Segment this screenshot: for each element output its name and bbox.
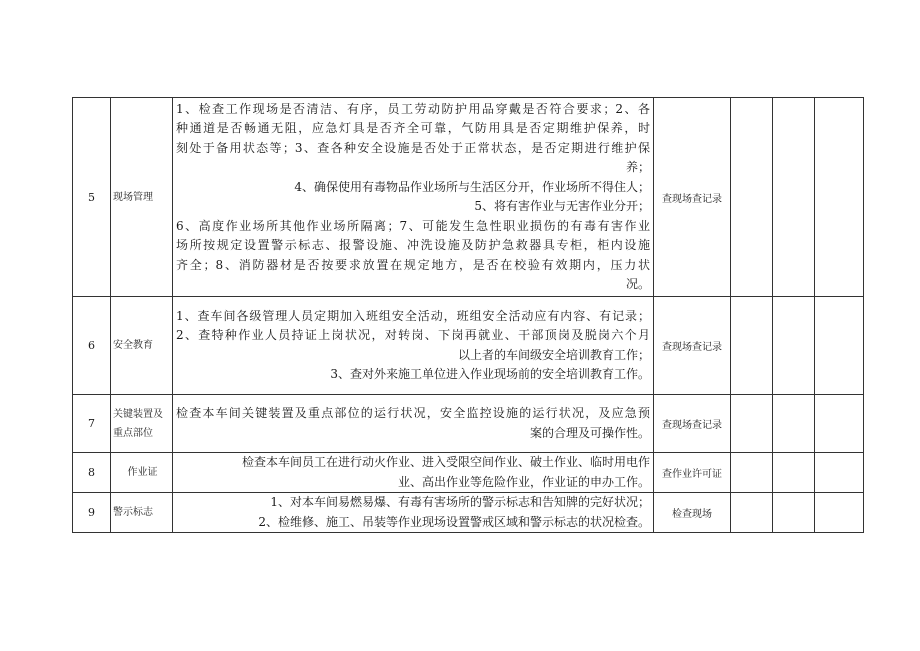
table-row xyxy=(73,453,864,493)
inspection-method: 查现场查记录 xyxy=(654,98,731,297)
content-line: 以上者的车间级安全培训教育工作； xyxy=(457,347,650,362)
inspection-method: 查作业许可证 xyxy=(654,453,731,493)
table-row xyxy=(73,297,864,395)
content-line: 2、检维修、施工、吊装等作业现场设置警戒区域和警示标志的状况检查。 xyxy=(258,514,650,529)
inspection-content xyxy=(173,297,654,395)
content-line: 刻处于备用状态等；3、查各种安全设施是否处于正常状态，是否定期进行维护保 xyxy=(176,140,650,155)
content-line: 1、检查工作现场是否清洁、有序，员工劳动防护用品穿戴是否符合要求；2、各 xyxy=(176,101,650,116)
content-line: 案的合理及可操作性。 xyxy=(529,425,650,440)
row-number: 8 xyxy=(73,453,111,493)
blank-cell xyxy=(731,453,773,493)
content-line: 2、查特种作业人员持证上岗状况，对转岗、下岗再就业、干部顶岗及脱岗六个月 xyxy=(176,328,650,342)
blank-cell xyxy=(815,493,864,533)
blank-cell xyxy=(815,297,864,395)
content-line: 4、确保使用有毒物品作业场所与生活区分开，作业场所不得住人； xyxy=(294,179,650,194)
blank-cell xyxy=(773,98,815,297)
row-number: 7 xyxy=(73,395,111,453)
content-line: 检查本车间员工在进行动火作业、进入受限空间作业、破土作业、临时用电作 xyxy=(241,455,650,469)
blank-cell xyxy=(773,297,815,395)
content-line: 养； xyxy=(625,160,650,174)
blank-cell xyxy=(731,395,773,453)
inspection-content xyxy=(173,395,654,453)
inspection-method: 查现场查记录 xyxy=(654,297,731,395)
blank-cell xyxy=(815,453,864,493)
inspection-content xyxy=(173,493,654,533)
blank-cell xyxy=(773,453,815,493)
content-line: 检查本车间关键装置及重点部位的运行状况，安全监控设施的运行状况，及应急预 xyxy=(176,406,650,420)
content-line: 况。 xyxy=(625,277,650,291)
row-number: 5 xyxy=(73,98,111,297)
row-number: 9 xyxy=(73,493,111,533)
content-line: 种通道是否畅通无阻，应急灯具是否齐全可靠，气防用具是否定期维护保养，时 xyxy=(176,121,650,135)
inspection-item: 现场管理 xyxy=(111,98,173,297)
inspection-item: 警示标志 xyxy=(111,493,173,533)
blank-cell xyxy=(773,395,815,453)
content-line: 1、查车间各级管理人员定期加入班组安全活动，班组安全活动应有内容、有记录； xyxy=(176,308,650,323)
row-number: 6 xyxy=(73,297,111,395)
blank-cell xyxy=(815,395,864,453)
inspection-method: 查现场查记录 xyxy=(654,395,731,453)
table-row xyxy=(73,493,864,533)
blank-cell xyxy=(731,493,773,533)
blank-cell xyxy=(773,493,815,533)
inspection-item: 作业证 xyxy=(111,453,173,493)
inspection-method: 检查现场 xyxy=(654,493,731,533)
inspection-item: 关键装置及重点部位 xyxy=(111,395,173,453)
inspection-content xyxy=(173,98,654,297)
content-line: 5、将有害作业与无害作业分开； xyxy=(474,199,650,213)
blank-cell xyxy=(731,297,773,395)
content-line: 业、高出作业等危险作业，作业证的申办工作。 xyxy=(397,474,650,489)
blank-cell xyxy=(815,98,864,297)
content-line: 场所按规定设置警示标志、报警设施、冲洗设施及防护急救器具专柜，柜内设施 xyxy=(176,238,650,252)
content-line: 3、查对外来施工单位进入作业现场前的安全培训教育工作。 xyxy=(330,367,650,381)
blank-cell xyxy=(731,98,773,297)
inspection-content xyxy=(173,453,654,493)
inspection-item: 安全教育 xyxy=(111,297,173,395)
table-row xyxy=(73,98,864,297)
content-line: 6、高度作业场所其他作业场所隔离；7、可能发生急性职业损伤的有毒有害作业 xyxy=(176,218,650,233)
safety-inspection-table xyxy=(72,97,864,533)
table-row xyxy=(73,395,864,453)
content-line: 1、对本车间易燃易爆、有毒有害场所的警示标志和告知牌的完好状况； xyxy=(270,495,650,509)
content-line: 齐全；8、消防器材是否按要求放置在规定地方，是否在校验有效期内，压力状 xyxy=(176,257,650,272)
